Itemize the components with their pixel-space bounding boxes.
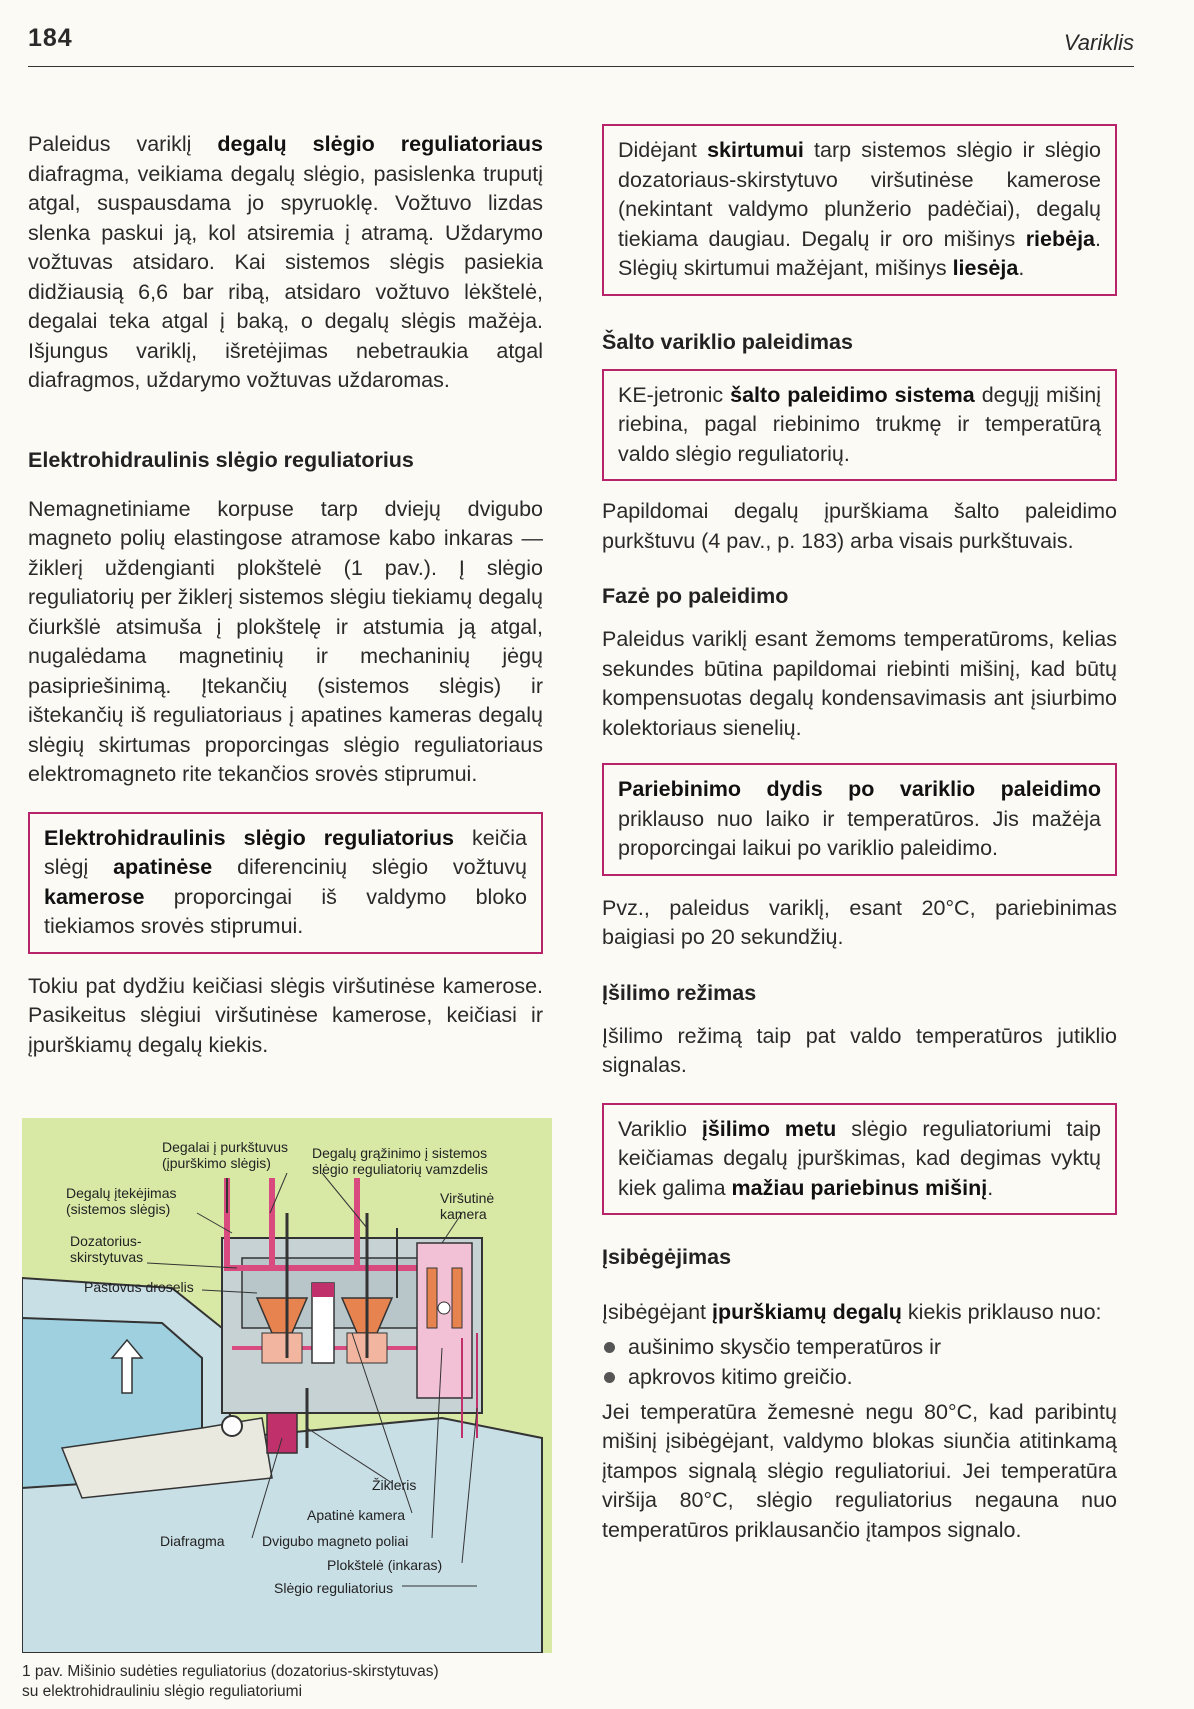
- pressure-regulator: [417, 1243, 472, 1398]
- label-fuel-return: Degalų grąžinimo į sistemos: [312, 1145, 488, 1161]
- label-constant-throttle: Pastovus droselis: [84, 1279, 194, 1295]
- label-magnet-poles: Dvigubo magneto poliai: [262, 1533, 409, 1549]
- label-lower-chamber: Apatinė kamera: [307, 1507, 406, 1523]
- right-paragraph-6: Jei temperatūra žemesnė negu 80°C, kad paribintų mišinį įsibėgėjant, valdymo blokas siunčia atitinkamą įtampos signalą slėgio reguliatoriui. Jei temperatūra viršija 80°C, slėgio reguliatorius negauna nuo temperatūros priklausančio įtampos signalo.: [602, 1399, 1117, 1542]
- heading-acceleration: Įsibėgėjimas: [602, 1245, 732, 1269]
- label-plate-armature: Plokštelė (inkaras): [327, 1557, 443, 1573]
- label-jet: Žikleris: [372, 1477, 417, 1493]
- highlight-box-enrichment: Pariebinimo dydis po variklio paleidimo priklauso nuo laiko ir temperatūros. Jis mažėja proporcingai laikui po variklio paleidimo.: [602, 763, 1117, 876]
- label-fuel-to-injectors: Degalai į purkštuvus: [162, 1139, 289, 1155]
- label-pressure-regulator: Slėgio reguliatorius: [274, 1580, 394, 1596]
- highlight-box-left: Elektrohidraulinis slėgio reguliatorius keičia slėgį apatinėse diferencinių slėgio vožtuvų kamerose proporcingai iš valdymo bloko tiekiamos srovės stiprumui.: [28, 812, 543, 954]
- heading-cold-start: Šalto variklio paleidimas: [602, 329, 853, 354]
- label-upper-chamber: Viršutinė: [440, 1190, 495, 1206]
- heading-after-start: Fazė po paleidimo: [602, 584, 789, 608]
- left-column: [28, 130, 543, 1060]
- figure-diagram: [22, 1118, 552, 1653]
- left-paragraph-3: Tokiu pat dydžiu keičiasi slėgis viršutinėse kamerose. Pasikeitus slėgiui viršutinėse kamerose, keičiasi ir įpurškiamų degalų kiekis.: [28, 973, 543, 1057]
- left-paragraph-2: Nemagnetiniame korpuse tarp dviejų dvigubo magneto polių elastingose atramose kabo inkaras — žiklerį uždengianti plokštelė (1 pav.). Į slėgio reguliatorių per žiklerį sistemos slėgiu tiekiamų degalų čiurkšlė atsimuša į plokštelę ir atstumia ją atgal, nugalėdama magnetinių ir mechaninių jėgų pasipriešinimą. Įtekančių (sistemos slėgis) ir ištekančių iš reguliatoriaus į apatines kameras degalų slėgių skirtumas proporcingas slėgio reguliatoriaus elektromagneto rite tekančios srovės stiprumui.: [28, 496, 543, 786]
- right-paragraph-3: Pvz., paleidus variklį, esant 20°C, pariebinimas baigiasi po 20 sekundžių.: [602, 895, 1117, 949]
- regulator-diagram: [22, 1118, 552, 1653]
- left-paragraph-1: Paleidus variklį degalų slėgio reguliatoriaus diafragma, veikiama degalų slėgio, pasislenka truputį atgal, suspausdama jo spyruoklę. Vožtuvo lizdas slenka paskui ją, kol atsiremia į atramą. Uždarymo vožtuvas atsidaro. Kai sistemos slėgis pasiekia didžiausią 6,6 bar ribą, atsidaro vožtuvo lėkštelė, degalai teka atgal į baką, o degalų slėgis mažėja. Išjungus variklį, išretėjimas nebetraukia atgal diafragmos, uždarymo vožtuvas uždaromas.: [28, 132, 543, 392]
- svg-text:kamera: kamera: [440, 1206, 487, 1222]
- label-diaphragm: Diafragma: [160, 1533, 225, 1549]
- list-item: apkrovos kitimo greičio.: [602, 1362, 1117, 1392]
- heading-electrohydraulic: Elektrohidraulinis slėgio reguliatorius: [28, 447, 414, 472]
- bullet-list: [602, 1332, 1117, 1392]
- highlight-box-cold-start: KE-jetronic šalto paleidimo sistema degųjį mišinį riebina, pagal riebinimo trukmę ir temperatūrą valdo slėgio reguliatorių.: [602, 369, 1117, 482]
- label-fuel-inflow: Degalų įtekėjimas: [66, 1185, 177, 1201]
- list-item: aušinimo skysčio temperatūros ir: [602, 1332, 1117, 1362]
- right-paragraph-4: Įšilimo režimą taip pat valdo temperatūros jutiklio signalas.: [602, 1023, 1117, 1077]
- highlight-box-difference: Didėjant skirtumui tarp sistemos slėgio ir slėgio dozatoriaus-skirstytuvo viršutinėse kamerose (nekintant valdymo plunžerio padėčiai), degalų tiekiama daugiau. Degalų ir oro mišinys riebėja. Slėgių skirtumui mažėjant, mišinys liesėja.: [602, 124, 1117, 296]
- svg-text:slėgio reguliatorių vamzdelis: slėgio reguliatorių vamzdelis: [312, 1161, 488, 1177]
- svg-text:(įpurškimo slėgis): (įpurškimo slėgis): [162, 1155, 271, 1171]
- page-number: 184: [28, 24, 73, 52]
- svg-text:skirstytuvas: skirstytuvas: [70, 1249, 144, 1265]
- header-rule: [28, 66, 1134, 67]
- bullet-icon: [604, 1372, 615, 1383]
- heading-warm-up: Įšilimo režimas: [602, 980, 757, 1005]
- figure-caption: 1 pav. Mišinio sudėties reguliatorius (dozatorius-skirstytuvas) su elektrohidrauliniu slėgio reguliatoriumi: [22, 1663, 439, 1700]
- chapter-title: Variklis: [1063, 30, 1134, 55]
- right-paragraph-1: Papildomai degalų įpurškiama šalto paleidimo purkštuvu (4 pav., p. 183) arba visais purkštuvais.: [602, 499, 1117, 553]
- bullet-icon: [604, 1342, 615, 1353]
- svg-text:(sistemos slėgis): (sistemos slėgis): [66, 1201, 171, 1217]
- right-paragraph-5: Įsibėgėjant įpurškiamų degalų kiekis priklauso nuo:: [602, 1300, 1102, 1324]
- label-distributor: Dozatorius-: [70, 1233, 142, 1249]
- right-column: [602, 130, 1117, 1545]
- right-paragraph-2: Paleidus variklį esant žemoms temperatūroms, kelias sekundes būtina papildomai riebinti mišinį, kad būtų kompensuotas degalų kondensavimasis ant įsiurbimo kolektoriaus sienelių.: [602, 627, 1117, 740]
- highlight-box-warm-up: Variklio įšilimo metu slėgio reguliatoriumi taip keičiamas degalų įpurškimas, kad degimas vyktų kiek galima mažiau pariebinus mišinį.: [602, 1103, 1117, 1216]
